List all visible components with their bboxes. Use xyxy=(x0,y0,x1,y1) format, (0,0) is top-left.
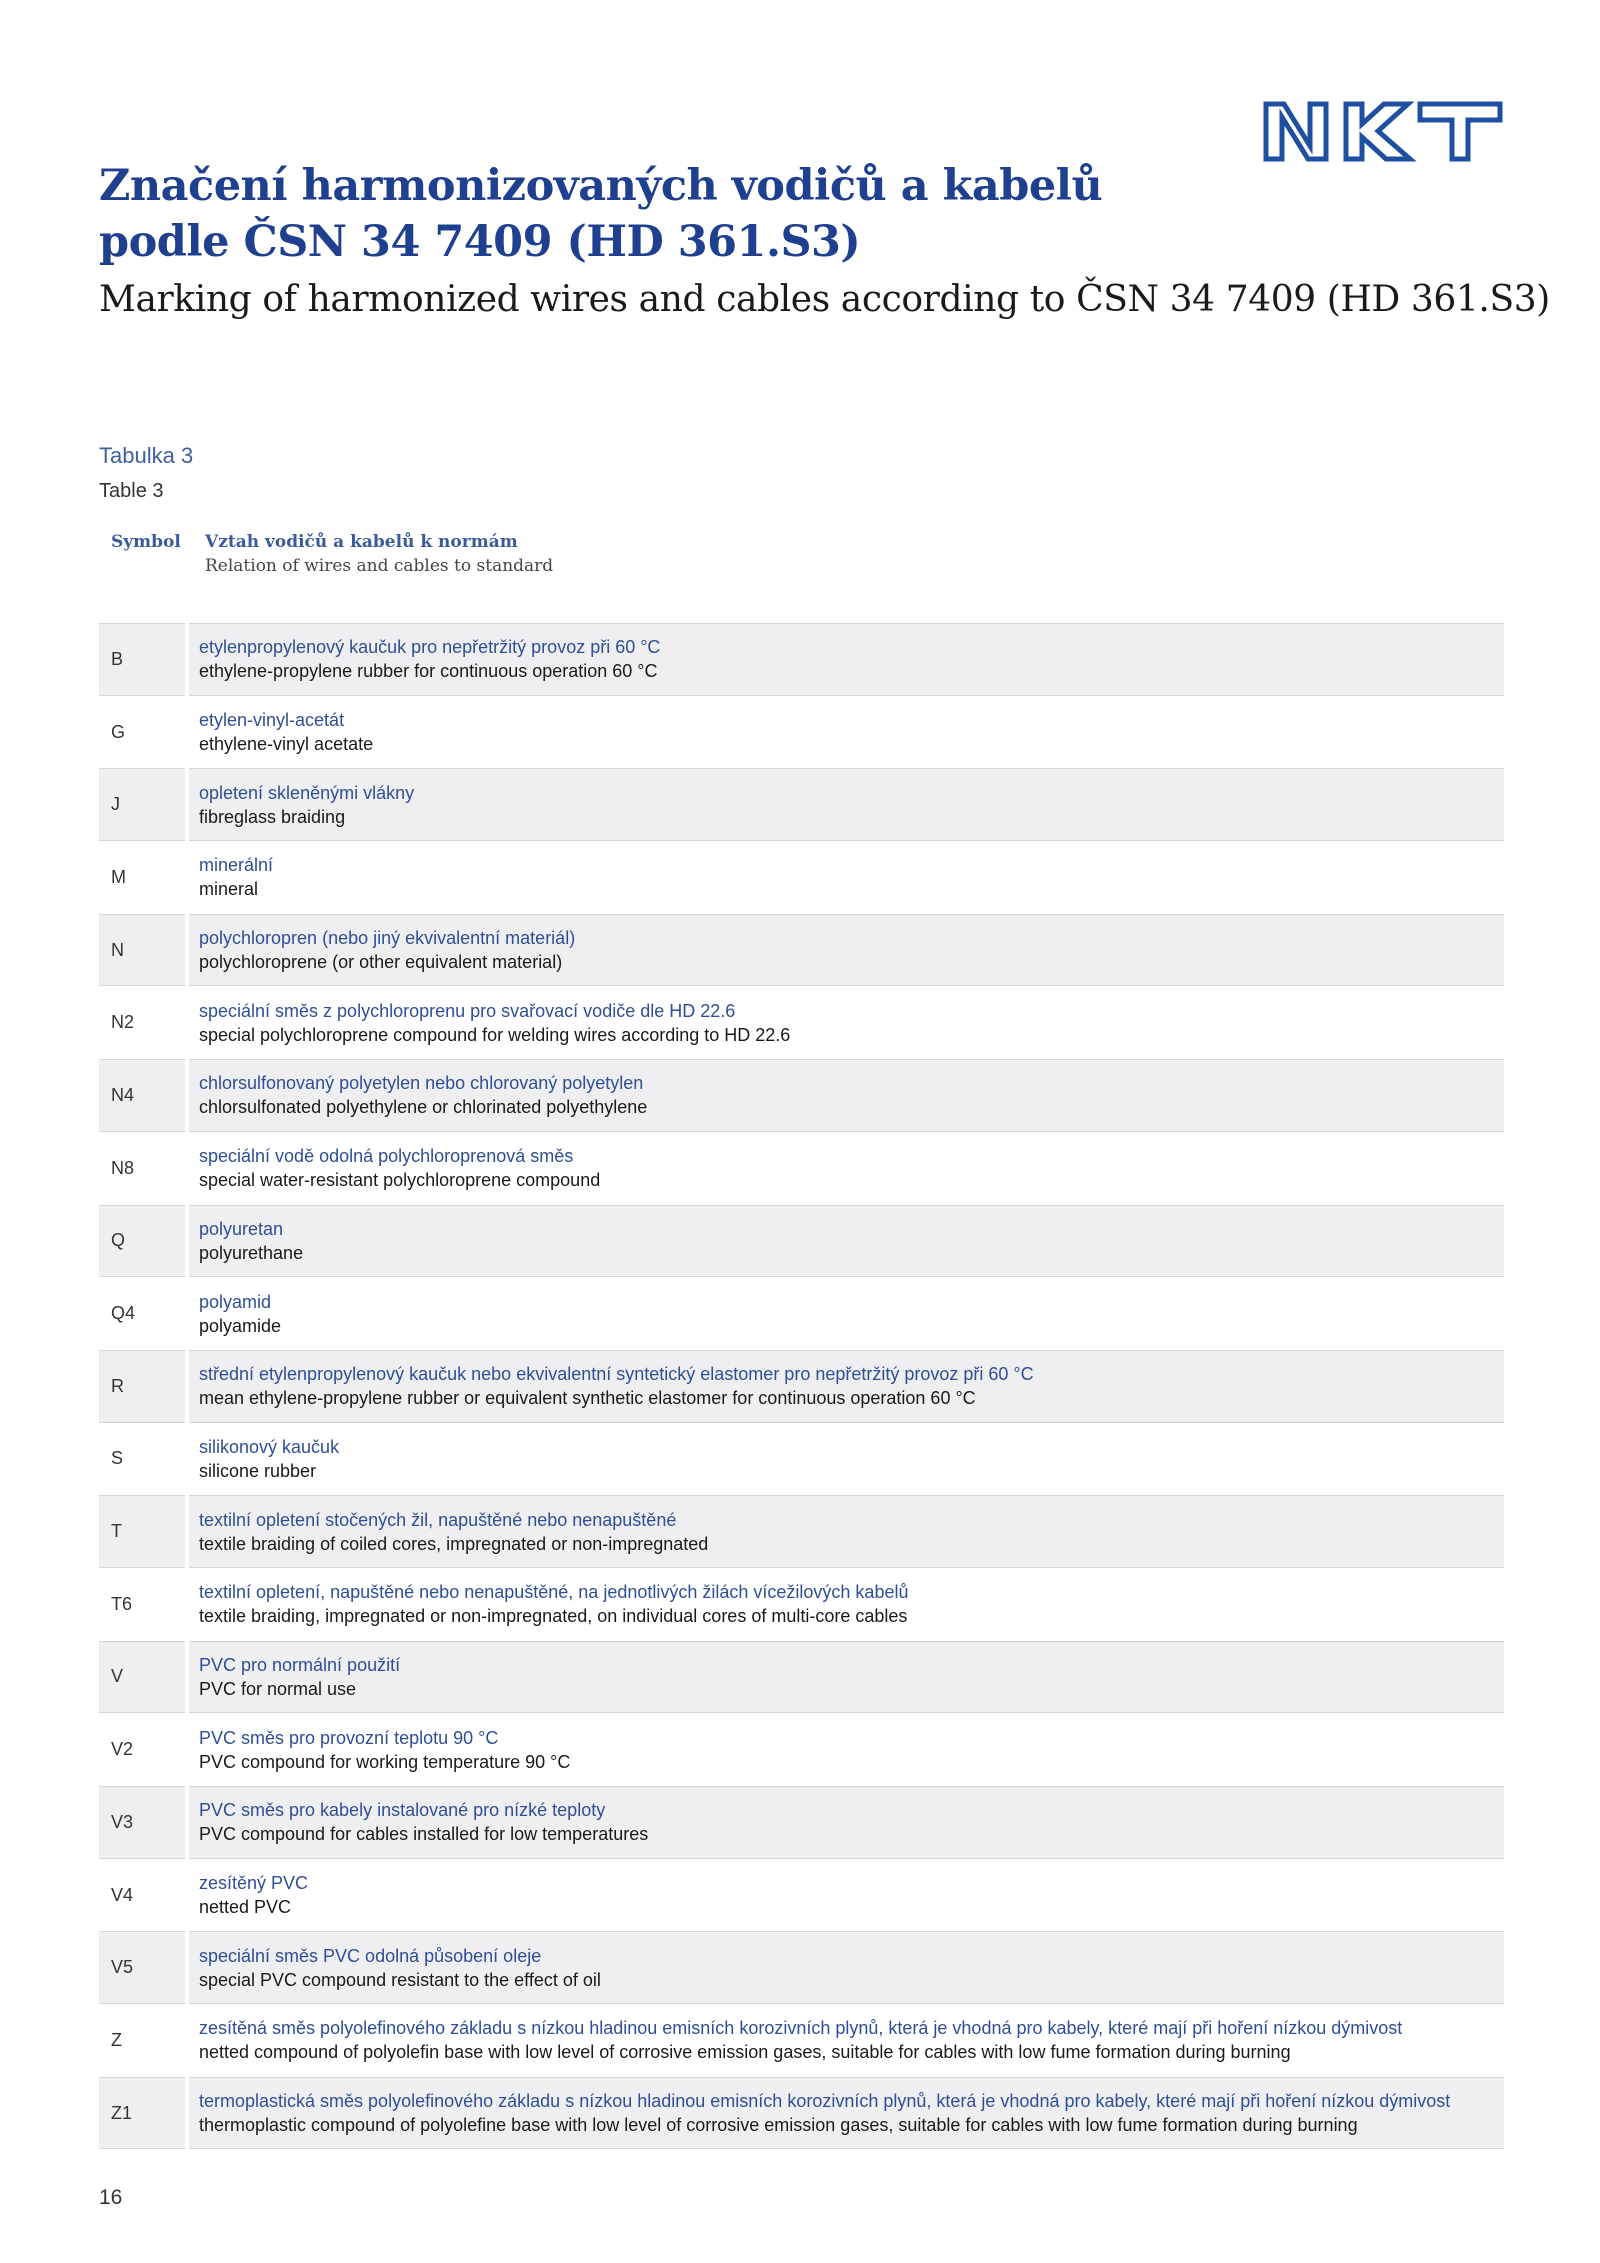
table-row xyxy=(99,623,1504,696)
row-description-en: special water-resistant polychloroprene compound xyxy=(199,1170,601,1191)
row-description xyxy=(189,2077,1504,2150)
title-line-1: Značení harmonizovaných vodičů a kabelů xyxy=(99,161,1103,211)
row-description-en: ethylene-propylene rubber for continuous operation 60 °C xyxy=(199,661,658,682)
row-description xyxy=(189,841,1504,914)
row-description-cs: PVC pro normální použití xyxy=(199,1654,401,1675)
table-row xyxy=(99,1931,1504,2004)
table-row xyxy=(99,2004,1504,2077)
row-symbol: R xyxy=(99,1350,185,1423)
row-description xyxy=(189,1931,1504,2004)
row-symbol: V4 xyxy=(111,1884,134,1905)
row-symbol: N2 xyxy=(111,1012,135,1033)
row-description xyxy=(189,768,1504,841)
row-description xyxy=(189,1423,1504,1496)
row-description xyxy=(189,1132,1504,1205)
row-symbol: V5 xyxy=(99,1931,185,2004)
row-description xyxy=(189,1859,1504,1932)
page-title xyxy=(99,158,1102,270)
row-description-en: thermoplastic compound of polyolefine base with low level of corrosive emission gases, suitable for cables with low fume formation during burning xyxy=(199,2115,1358,2136)
row-description-cs: speciální směs z polychloroprenu pro svařovací vodiče dle HD 22.6 xyxy=(199,1000,736,1021)
row-symbol: N xyxy=(99,914,185,987)
row-description-cs: polychloropren (nebo jiný ekvivalentní materiál) xyxy=(199,928,576,949)
table-row xyxy=(99,1713,1504,1786)
row-symbol: V xyxy=(99,1641,185,1714)
row-description-en: mean ethylene-propylene rubber or equivalent synthetic elastomer for continuous operation 60 °C xyxy=(199,1388,976,1409)
column-header-relation-cs: Vztah vodičů a kabelů k normám xyxy=(205,532,518,552)
row-symbol: Z xyxy=(111,2029,122,2050)
row-description-en: silicone rubber xyxy=(199,1460,317,1481)
table-row xyxy=(99,1423,1504,1496)
row-description xyxy=(189,1495,1504,1568)
row-description-cs: zesítěná směs polyolefinového základu s nízkou hladinou emisních korozivních plynů, která je vhodná pro kabely, které mají při hoření nízkou dýmivost xyxy=(199,2018,1403,2039)
row-symbol: S xyxy=(111,1448,124,1469)
row-description-en: special polychloroprene compound for welding wires according to HD 22.6 xyxy=(199,1024,791,1045)
table-row xyxy=(99,696,1504,769)
table-row xyxy=(99,1568,1504,1641)
row-description-en: special PVC compound resistant to the effect of oil xyxy=(199,1969,601,1990)
row-description-en: polychloroprene (or other equivalent material) xyxy=(199,952,563,973)
row-description-cs: chlorsulfonovaný polyetylen nebo chlorovaný polyetylen xyxy=(199,1073,644,1094)
row-description-cs: etylen-vinyl-acetát xyxy=(199,710,345,731)
row-symbol: V3 xyxy=(99,1786,185,1859)
table-row xyxy=(99,2077,1504,2150)
table-row xyxy=(99,1495,1504,1568)
row-symbol: N8 xyxy=(111,1157,135,1178)
row-description-en: fibreglass braiding xyxy=(199,806,346,827)
row-description xyxy=(189,1205,1504,1278)
row-description-en: PVC for normal use xyxy=(199,1678,357,1699)
table-row xyxy=(99,1132,1504,1205)
row-description xyxy=(189,1568,1504,1641)
row-description-cs: etylenpropylenový kaučuk pro nepřetržitý provoz při 60 °C xyxy=(199,637,661,658)
row-description-en: PVC compound for cables installed for low temperatures xyxy=(199,1824,649,1845)
row-symbol: B xyxy=(99,623,185,696)
row-description xyxy=(189,986,1504,1059)
table-caption-en: Table 3 xyxy=(99,480,164,502)
row-description-cs: termoplastická směs polyolefinového základu s nízkou hladinou emisních korozivních plynů, která je vhodná pro kabely, které mají při hoření nízkou dýmivost xyxy=(199,2091,1451,2112)
row-description xyxy=(189,1277,1504,1350)
row-description-en: ethylene-vinyl acetate xyxy=(199,734,374,755)
table-row xyxy=(99,841,1504,914)
row-description-en: polyurethane xyxy=(199,1242,304,1263)
row-description-en: polyamide xyxy=(199,1315,282,1336)
row-symbol: J xyxy=(99,768,185,841)
row-description-cs: polyuretan xyxy=(199,1218,284,1239)
row-symbol: Q4 xyxy=(111,1303,136,1324)
row-symbol: T6 xyxy=(111,1593,133,1614)
table-row xyxy=(99,1350,1504,1423)
table-row xyxy=(99,1205,1504,1278)
row-description-cs: PVC směs pro provozní teplotu 90 °C xyxy=(199,1727,499,1748)
row-description-cs: polyamid xyxy=(199,1291,272,1312)
table-row xyxy=(99,914,1504,987)
table-row xyxy=(99,986,1504,1059)
row-description-en: netted PVC xyxy=(199,1897,292,1918)
table-row xyxy=(99,1059,1504,1132)
row-symbol: Q xyxy=(99,1205,185,1278)
row-description xyxy=(189,1059,1504,1132)
row-description-cs: speciální směs PVC odolná působení oleje xyxy=(199,1945,542,1966)
row-description xyxy=(189,623,1504,696)
row-description-cs: speciální vodě odolná polychloroprenová směs xyxy=(199,1146,574,1167)
table-row xyxy=(99,1641,1504,1714)
column-header-symbol: Symbol xyxy=(111,532,181,552)
row-description-cs: textilní opletení, napuštěné nebo nenapuštěné, na jednotlivých žilách vícežilových kabelů xyxy=(199,1582,909,1603)
table-row xyxy=(99,1859,1504,1932)
row-description xyxy=(189,2004,1504,2077)
row-description-en: textile braiding, impregnated or non-impregnated, on individual cores of multi-core cables xyxy=(199,1606,908,1627)
row-description xyxy=(189,696,1504,769)
row-symbol: Z1 xyxy=(99,2077,185,2150)
nkt-logo xyxy=(1262,100,1504,162)
row-symbol: G xyxy=(111,721,126,742)
row-description-cs: PVC směs pro kabely instalované pro nízké teploty xyxy=(199,1800,606,1821)
title-line-2: podle ČSN 34 7409 (HD 361.S3) xyxy=(99,217,861,267)
table-row xyxy=(99,768,1504,841)
row-description xyxy=(189,1641,1504,1714)
row-description xyxy=(189,914,1504,987)
column-header-relation-en: Relation of wires and cables to standard xyxy=(205,556,554,576)
row-description-en: PVC compound for working temperature 90 °C xyxy=(199,1751,571,1772)
row-description-en: chlorsulfonated polyethylene or chlorinated polyethylene xyxy=(199,1097,648,1118)
row-description xyxy=(189,1786,1504,1859)
row-description-cs: opletení skleněnými vlákny xyxy=(199,782,415,803)
table-row xyxy=(99,1277,1504,1350)
row-description-cs: silikonový kaučuk xyxy=(199,1436,340,1457)
row-description-en: netted compound of polyolefin base with low level of corrosive emission gases, suitable for cables with low fume formation during burning xyxy=(199,2042,1291,2063)
row-symbol: V2 xyxy=(111,1739,134,1760)
row-description-cs: zesítěný PVC xyxy=(199,1873,309,1894)
row-description-en: textile braiding of coiled cores, impregnated or non-impregnated xyxy=(199,1533,709,1554)
row-description-cs: střední etylenpropylenový kaučuk nebo ekvivalentní syntetický elastomer pro nepřetržitý provoz při 60 °C xyxy=(199,1364,1034,1385)
row-description-cs: minerální xyxy=(199,855,274,876)
row-description-en: mineral xyxy=(199,879,259,900)
symbol-table xyxy=(99,623,1504,2149)
row-symbol: T xyxy=(99,1495,185,1568)
row-description xyxy=(189,1713,1504,1786)
row-symbol: N4 xyxy=(99,1059,185,1132)
page-number: 16 xyxy=(99,2186,123,2209)
row-symbol: M xyxy=(111,866,126,887)
row-description xyxy=(189,1350,1504,1423)
row-description-cs: textilní opletení stočených žil, napuštěné nebo nenapuštěné xyxy=(199,1509,677,1530)
table-caption-cs: Tabulka 3 xyxy=(99,443,194,468)
page-subtitle: Marking of harmonized wires and cables according to ČSN 34 7409 (HD 361.S3) xyxy=(99,279,1550,320)
table-row xyxy=(99,1786,1504,1859)
